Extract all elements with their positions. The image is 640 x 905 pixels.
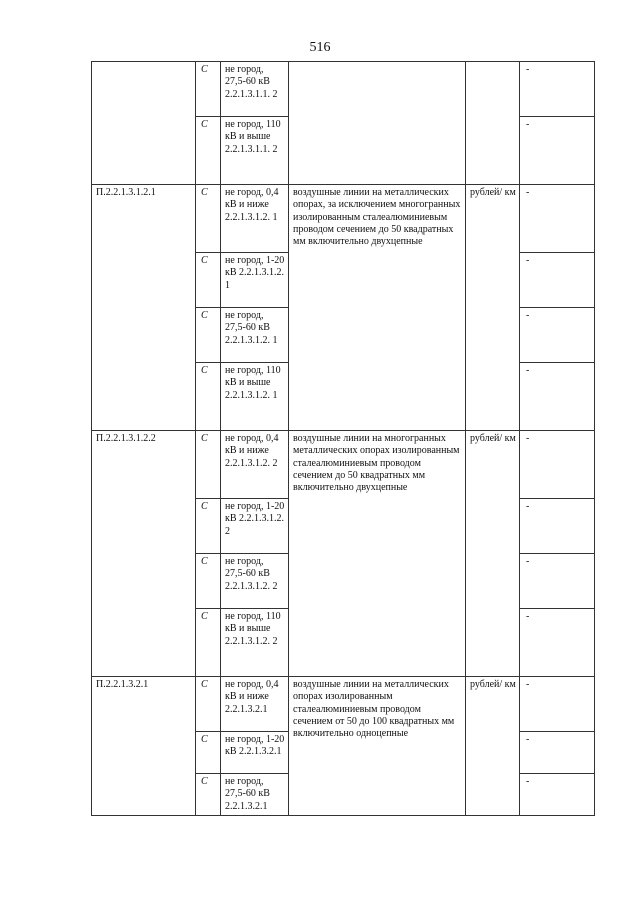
unit-cell: рублей/ км: [466, 677, 520, 816]
rate-value: -: [520, 431, 595, 499]
category-letter: С: [196, 554, 221, 609]
category-letter: С: [196, 185, 221, 253]
category-letter: С: [196, 609, 221, 677]
item-code: П.2.2.1.3.1.2.2: [92, 431, 196, 677]
category-letter: С: [196, 253, 221, 308]
territory-voltage-cell: не город, 0,4 кВ и ниже 2.2.1.3.2.1: [221, 677, 289, 732]
category-letter: С: [196, 499, 221, 554]
line-description: воздушные линии на металлических опорах изолированным сталеалюминиевым проводом сечением от 50 до 100 квадратных мм включительно одноцепные: [289, 677, 466, 816]
rate-value: -: [520, 554, 595, 609]
territory-voltage-cell: не город, 110 кВ и выше 2.2.1.3.1.2. 2: [221, 609, 289, 677]
category-letter: С: [196, 308, 221, 363]
tariff-table: [91, 61, 595, 816]
rate-value: -: [520, 609, 595, 677]
rate-value: -: [520, 308, 595, 363]
category-letter: С: [196, 363, 221, 431]
category-letter: С: [196, 117, 221, 185]
rate-value: -: [520, 185, 595, 253]
territory-voltage-cell: не город, 27,5-60 кВ 2.2.1.3.1.1. 2: [221, 62, 289, 117]
item-code: П.2.2.1.3.1.2.1: [92, 185, 196, 431]
territory-voltage-cell: не город, 1-20 кВ 2.2.1.3.1.2. 1: [221, 253, 289, 308]
category-letter: С: [196, 677, 221, 732]
table-row: [92, 185, 595, 253]
unit-cell: рублей/ км: [466, 185, 520, 431]
rate-value: -: [520, 774, 595, 816]
table-row: [92, 431, 595, 499]
unit-cell: рублей/ км: [466, 431, 520, 677]
territory-voltage-cell: не город, 110 кВ и выше 2.2.1.3.1.1. 2: [221, 117, 289, 185]
category-letter: С: [196, 732, 221, 774]
rate-value: -: [520, 253, 595, 308]
rate-value: -: [520, 732, 595, 774]
territory-voltage-cell: не город, 0,4 кВ и ниже 2.2.1.3.1.2. 1: [221, 185, 289, 253]
rate-value: -: [520, 117, 595, 185]
line-description: [289, 62, 466, 185]
category-letter: С: [196, 62, 221, 117]
line-description: воздушные линии на многогранных металлических опорах изолированным сталеалюминиевым проводом сечением до 50 квадратных мм включительно двухцепные: [289, 431, 466, 677]
rate-value: -: [520, 62, 595, 117]
territory-voltage-cell: не город, 1-20 кВ 2.2.1.3.1.2. 2: [221, 499, 289, 554]
territory-voltage-cell: не город, 110 кВ и выше 2.2.1.3.1.2. 1: [221, 363, 289, 431]
territory-voltage-cell: не город, 27,5-60 кВ 2.2.1.3.1.2. 2: [221, 554, 289, 609]
category-letter: С: [196, 431, 221, 499]
table-row: [92, 677, 595, 732]
tariff-table-body: [92, 62, 595, 816]
item-code: [92, 62, 196, 185]
category-letter: С: [196, 774, 221, 816]
line-description: воздушные линии на металлических опорах, за исключением многогранных изолированным сталеалюминиевым проводом сечением до 50 квадратных мм включительно двухцепные: [289, 185, 466, 431]
unit-cell: [466, 62, 520, 185]
rate-value: -: [520, 499, 595, 554]
page-number: 516: [309, 40, 331, 55]
table-row: [92, 62, 595, 117]
item-code: П.2.2.1.3.2.1: [92, 677, 196, 816]
territory-voltage-cell: не город, 1-20 кВ 2.2.1.3.2.1: [221, 732, 289, 774]
rate-value: -: [520, 363, 595, 431]
rate-value: -: [520, 677, 595, 732]
territory-voltage-cell: не город, 27,5-60 кВ 2.2.1.3.1.2. 1: [221, 308, 289, 363]
territory-voltage-cell: не город, 27,5-60 кВ 2.2.1.3.2.1: [221, 774, 289, 816]
territory-voltage-cell: не город, 0,4 кВ и ниже 2.2.1.3.1.2. 2: [221, 431, 289, 499]
